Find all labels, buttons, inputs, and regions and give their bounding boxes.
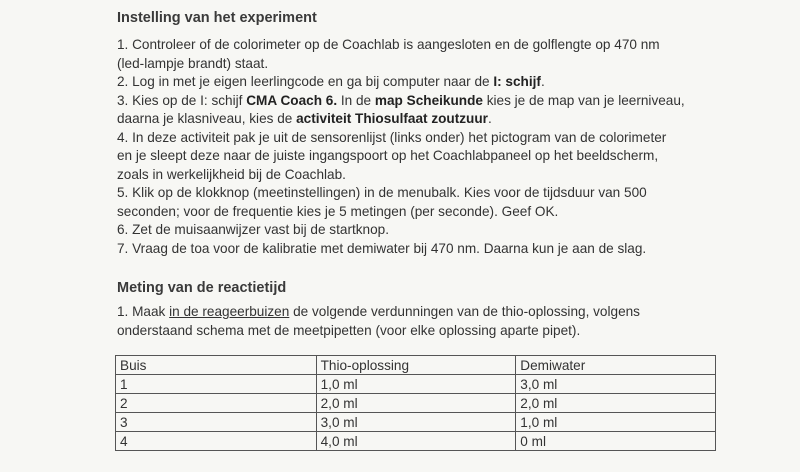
- cell-buis: 3: [116, 413, 317, 432]
- measurement-steps: [117, 303, 757, 340]
- step-4-line-1: 4. In deze activiteit pak je uit de sensorenlijst (links onder) het pictogram van de colorimeter: [117, 129, 667, 145]
- step-4-line-2: en je sleept deze naar de juiste ingangspoort op het Coachlabpaneel op het beeldscherm,: [117, 148, 659, 163]
- step-3-b: CMA Coach 6.: [246, 92, 338, 108]
- step-5-line-1: 5. Klik op de klokknop (meetinstellingen) in de menubalk. Kies voor de tijdsduur van 500: [117, 185, 647, 200]
- cell-demiwater: 1,0 ml: [516, 413, 716, 432]
- step-3-line2-b: activiteit Thiosulfaat zoutzuur: [296, 111, 488, 126]
- cell-demiwater: 2,0 ml: [516, 394, 716, 413]
- step-6: 6. Zet de muisaanwijzer vast bij de startknop.: [117, 222, 390, 237]
- cell-thio: 3,0 ml: [316, 413, 516, 432]
- table-row: [116, 375, 716, 394]
- measure-step-1-b: de volgende verdunningen van de thio-oplossing, volgens: [289, 304, 640, 319]
- measure-step-1-line-2: onderstaand schema met de meetpipetten (voor elke oplossing aparte pipet).: [117, 322, 581, 338]
- step-1-line-1: 1. Controleer of de colorimeter op de Coachlab is aangesloten en de golflengte op 470 nm: [117, 37, 660, 52]
- step-3-line2-a: daarna je klasniveau, kies de: [117, 111, 297, 126]
- cell-thio: 4,0 ml: [316, 432, 516, 451]
- step-2-bold: I: schijf: [493, 74, 541, 89]
- table-header-row: [116, 356, 716, 375]
- setup-steps: [117, 36, 757, 258]
- cell-thio: 2,0 ml: [316, 394, 516, 413]
- cell-buis: 4: [116, 432, 317, 451]
- step-3-c: In de: [337, 92, 375, 108]
- step-2-end: .: [540, 74, 545, 89]
- cell-buis: 2: [116, 394, 317, 413]
- step-5-line-2: seconden; voor de frequentie kies je 5 metingen (per seconde). Geef OK.: [117, 203, 559, 219]
- step-7: 7. Vraag de toa voor de kalibratie met demiwater bij 470 nm. Daarna kun je aan de slag.: [117, 240, 647, 256]
- table-row: [116, 432, 716, 451]
- measure-step-1-underline: in de reageerbuizen: [169, 304, 290, 319]
- header-thio: Thio-oplossing: [316, 356, 516, 375]
- step-3-a: 3. Kies op de I: schijf: [117, 92, 247, 108]
- cell-demiwater: 3,0 ml: [516, 375, 716, 394]
- step-3-line-2: [117, 110, 757, 129]
- step-2-text: 2. Log in met je eigen leerlingcode en ga bij computer naar de: [117, 74, 494, 89]
- cell-thio: 1,0 ml: [316, 375, 516, 394]
- cell-demiwater: 0 ml: [516, 432, 716, 451]
- section-title-measurement: Meting van de reactietijd: [117, 280, 287, 296]
- step-3-line2-c: .: [487, 111, 492, 126]
- cell-buis: 1: [116, 375, 317, 394]
- header-demiwater: Demiwater: [516, 356, 716, 375]
- step-4-line-3: zoals in werkelijkheid bij de Coachlab.: [117, 166, 346, 182]
- dilution-table: [115, 355, 716, 451]
- measure-step-1-line-1: [117, 303, 757, 322]
- step-3-d: map Scheikunde: [374, 92, 483, 108]
- table-row: [116, 413, 716, 432]
- step-3-line-1: [117, 92, 757, 111]
- step-1-line-2: (led-lampje brandt) staat.: [117, 55, 269, 71]
- measure-step-1-a: 1. Maak: [117, 304, 170, 319]
- section-title-setup: Instelling van het experiment: [117, 10, 317, 26]
- step-2: [117, 73, 757, 92]
- table-row: [116, 394, 716, 413]
- header-buis: Buis: [116, 356, 317, 375]
- step-3-e: kies je de map van je leerniveau,: [482, 92, 685, 108]
